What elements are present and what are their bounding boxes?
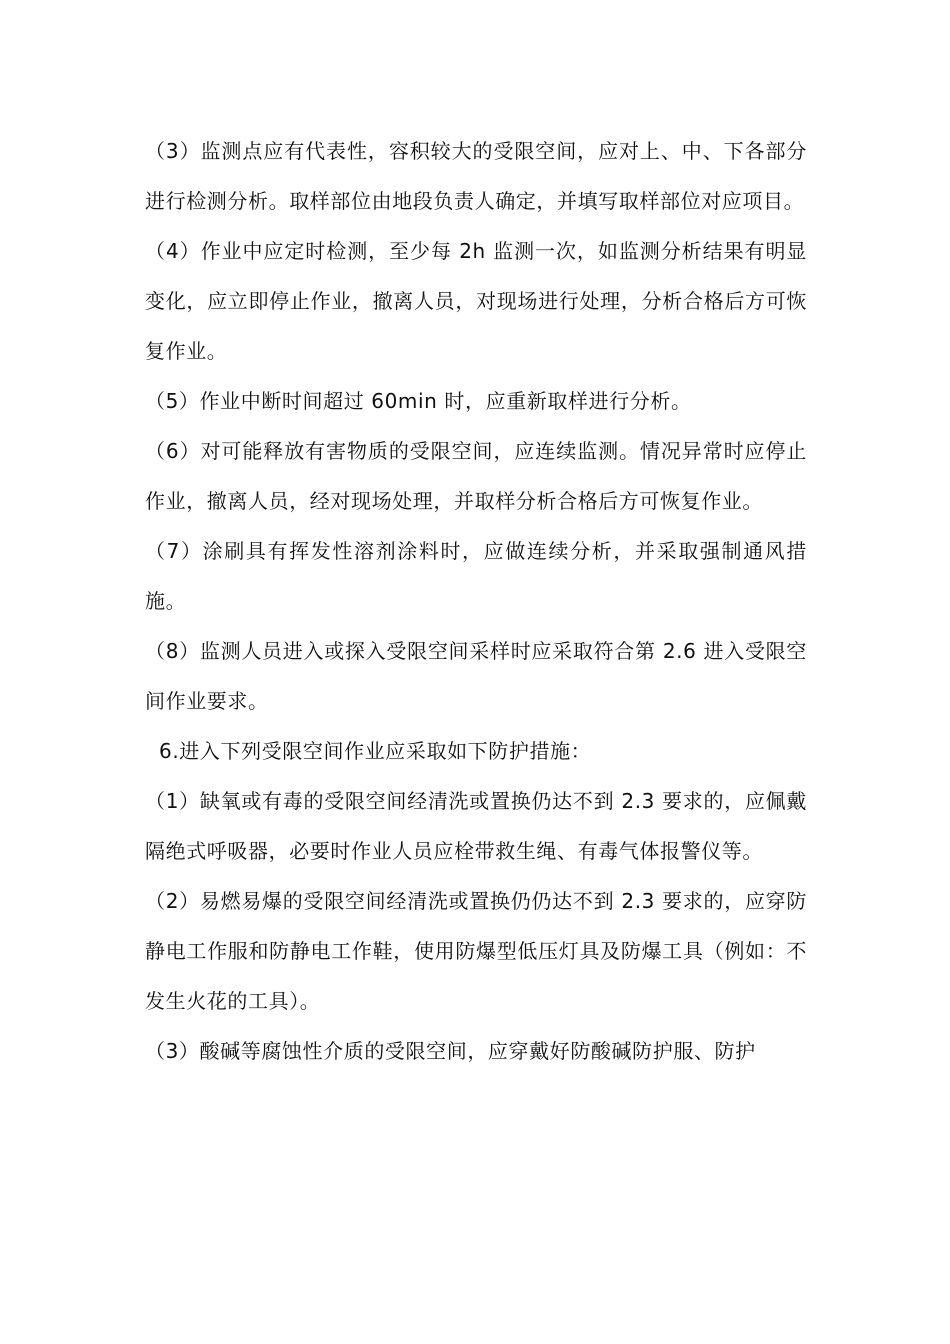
paragraph-item-2: （2）易燃易爆的受限空间经清洗或置换仍仍达不到 2.3 要求的，应穿防静电工作服和防静电工作鞋，使用防爆型低压灯具及防爆工具（例如：不发生火花的工具）。 <box>145 889 807 1013</box>
paragraph-item-8: （8）监测人员进入或探入受限空间采样时应采取符合第 2.6 进入受限空间作业要求。 <box>145 639 807 713</box>
paragraph-item-5: （5）作业中断时间超过 60min 时，应重新取样进行分析。 <box>145 389 692 413</box>
paragraph-item-7: （7）涂刷具有挥发性溶剂涂料时，应做连续分析，并采取强制通风措施。 <box>145 539 807 613</box>
paragraph-item-6: （6）对可能释放有害物质的受限空间，应连续监测。情况异常时应停止作业，撤离人员，经对现场处理，并取样分析合格后方可恢复作业。 <box>145 439 807 513</box>
paragraph-item-3: （3）监测点应有代表性，容积较大的受限空间，应对上、中、下各部分进行检测分析。取样部位由地段负责人确定，并填写取样部位对应项目。 <box>145 139 807 213</box>
section-heading-6: 6.进入下列受限空间作业应采取如下防护措施： <box>159 739 592 763</box>
paragraph-item-1: （1）缺氧或有毒的受限空间经清洗或置换仍达不到 2.3 要求的，应佩戴隔绝式呼吸器，必要时作业人员应栓带救生绳、有毒气体报警仪等。 <box>145 789 807 863</box>
document-body <box>145 126 807 1076</box>
paragraph-item-4: （4）作业中应定时检测，至少每 2h 监测一次，如监测分析结果有明显变化，应立即停止作业，撤离人员，对现场进行处理，分析合格后方可恢复作业。 <box>145 239 807 363</box>
paragraph-item-3-truncated: （3）酸碱等腐蚀性介质的受限空间，应穿戴好防酸碱防护服、防护 <box>145 1039 756 1063</box>
